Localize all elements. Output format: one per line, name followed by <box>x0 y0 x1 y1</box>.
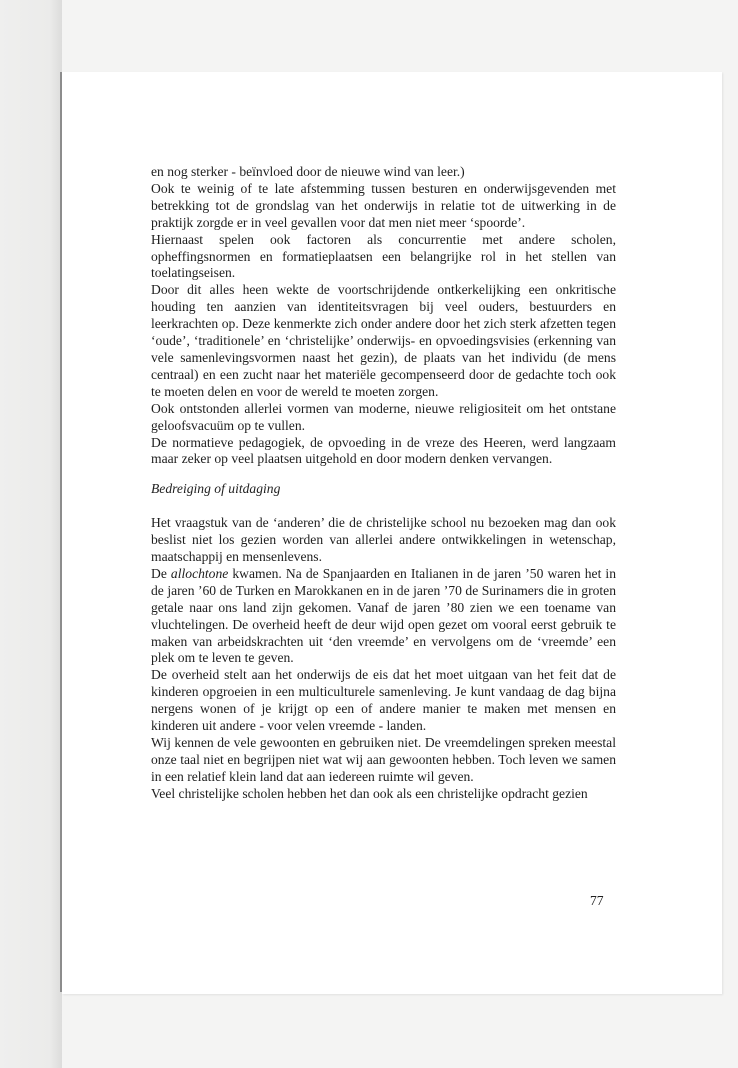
paragraph: Ook ontstonden allerlei vormen van moderne, nieuwe religiositeit om het ontstane geloofsvacuüm op te vullen. <box>151 400 616 433</box>
scan-background <box>0 0 62 1068</box>
paragraph-rest: kwamen. Na de Spanjaarden en Italianen in de jaren ’50 waren het in de jaren ’60 de Turken en Marokkanen en in de jaren ’70 de Surinamers die in groten getale naar ons land zijn gekomen. Vanaf de jaren ’80 zien we een toename van vluchtelingen. De overheid heeft de deur wijd open gezet om vooral eerst gebruik te maken van arbeidskrachten uit ‘den vreemde’ en vervolgens om de ‘vreemde’ een plek om te leven te geven. <box>151 565 616 666</box>
body-text <box>151 164 616 803</box>
paragraph-lead: De <box>151 565 171 581</box>
book-page <box>62 72 722 994</box>
section-heading: Bedreiging of uitdaging <box>151 481 281 497</box>
paragraph: De normatieve pedagogiek, de opvoeding in de vreze des Heeren, werd langzaam maar zeker op veel plaatsen uitgehold en door modern denken vervangen. <box>151 434 616 467</box>
emphasized-term: allochtone <box>170 565 229 581</box>
paragraph: Hiernaast spelen ook factoren als concurrentie met andere scholen, opheffingsnormen en formatieplaatsen een belangrijke rol in het stellen van toelatingseisen. <box>151 231 616 281</box>
paragraph: Ook te weinig of te late afstemming tussen besturen en onderwijsgevenden met betrekking tot de grondslag van het onderwijs in relatie tot de uitwerking in de praktijk zorgde er in veel gevallen voor dat men niet meer ‘spoorde’. <box>151 180 616 230</box>
paragraph: Het vraagstuk van de ‘anderen’ die de christelijke school nu bezoeken mag dan ook beslist niet los gezien worden van allerlei andere ontwikkelingen in wetenschap, maatschappij en mensenlevens. <box>151 515 616 565</box>
paragraph-allochtone <box>151 566 616 667</box>
paragraph: De overheid stelt aan het onderwijs de eis dat het moet uitgaan van het feit dat de kinderen opgroeien in een multiculturele samenleving. Je kunt vandaag de dag bijna nergens wonen of je krijgt op een of andere manier te maken met mensen en kinderen uit andere - voor velen vreemde - landen. <box>151 667 616 734</box>
paragraph: Veel christelijke scholen hebben het dan ook als een christelijke opdracht gezien <box>151 785 588 801</box>
page-number: 77 <box>590 893 604 908</box>
paragraph: Door dit alles heen wekte de voortschrijdende ontkerkelijking een onkritische houding ten aanzien van identiteitsvragen bij veel ouders, bestuurders en leerkrachten op. Deze kenmerkte zich onder andere door het zich sterk afzetten tegen ‘oude’, ‘traditionele’ en ‘christelijke’ onderwijs- en opvoedingsvisies (erkenning van vele samenlevingsvormen naast het gezin), de plaats van het individu (de mens centraal) en een zucht naar het materiële gecompenseerd door de gedachte toch ook te moeten delen en voor de wereld te moeten zorgen. <box>151 282 616 399</box>
paragraph: Wij kennen de vele gewoonten en gebruiken niet. De vreemdelingen spreken meestal onze taal niet en begrijpen niet wat wij aan gewoonten hebben. Toch leven we samen in een relatief klein land dat aan iedereen ruimte wil geven. <box>151 735 616 784</box>
paragraph: en nog sterker - beïnvloed door de nieuwe wind van leer.) <box>151 164 465 179</box>
